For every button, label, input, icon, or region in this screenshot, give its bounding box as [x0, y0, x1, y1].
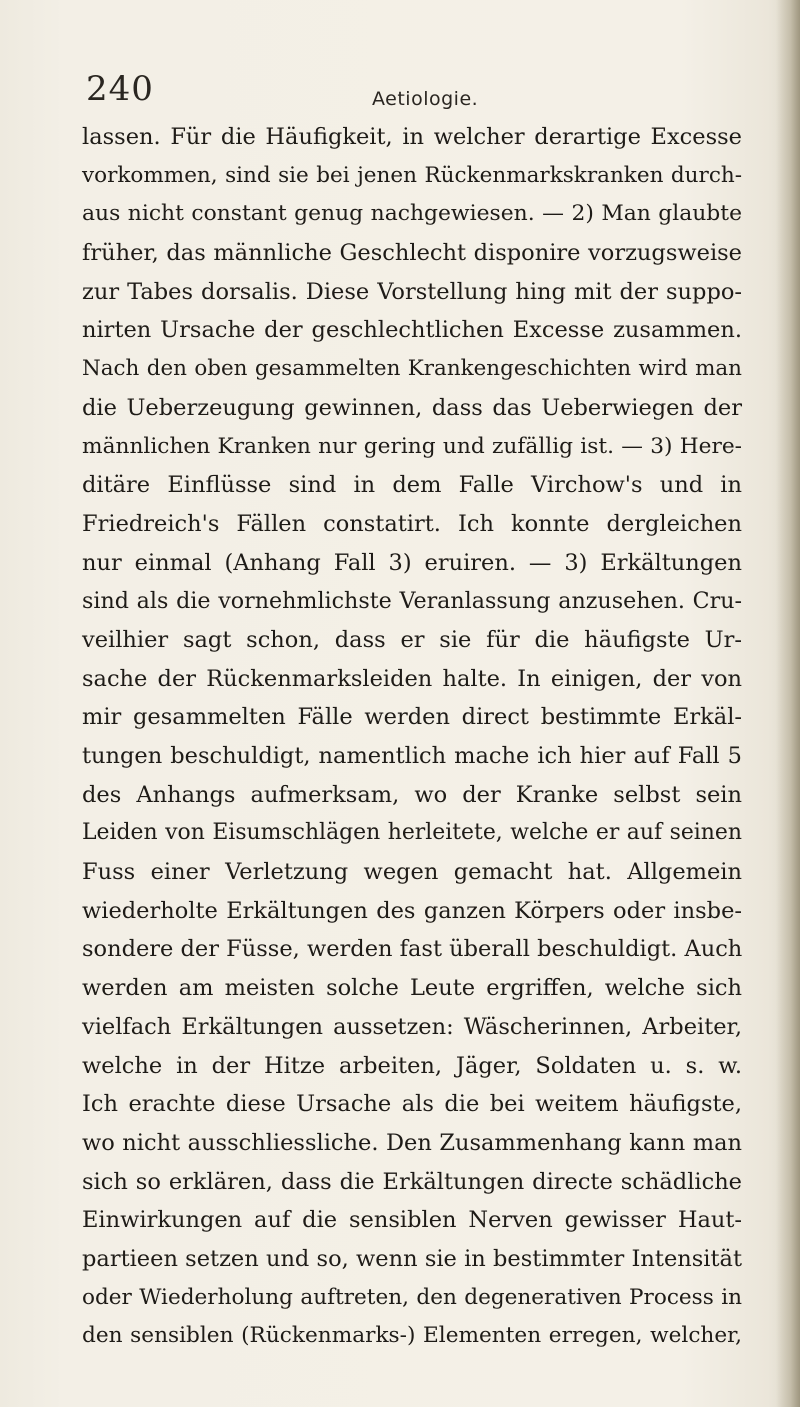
text-line: wiederholte Erkältungen des ganzen Körpers oder insbe-: [82, 897, 742, 924]
body-text: [82, 118, 742, 1356]
text-line: sache der Rückenmarksleiden halte. In einigen, der von: [82, 665, 742, 692]
text-line: sind als die vornehmlichste Veranlassung anzusehen. Cru-: [82, 588, 742, 615]
text-line: veilhier sagt schon, dass er sie für die häufigste Ur-: [82, 626, 742, 653]
text-line: den sensiblen (Rückenmarks-) Elementen erregen, welcher,: [82, 1323, 742, 1349]
text-line: nirten Ursache der geschlechtlichen Excesse zusammen.: [82, 317, 742, 344]
page-edge-shadow: [776, 0, 800, 1407]
text-line: sondere der Füsse, werden fast überall beschuldigt. Auch: [82, 936, 743, 963]
text-line: tungen beschuldigt, namentlich mache ich hier auf Fall 5: [82, 743, 742, 769]
text-line: lassen. Für die Häufigkeit, in welcher derartige Excesse: [82, 124, 742, 150]
text-line: wo nicht ausschliessliche. Den Zusammenhang kann man: [82, 1129, 742, 1156]
text-line: ditäre Einflüsse sind in dem Falle Virchow's und in: [82, 472, 742, 499]
page-number: 240: [86, 69, 154, 109]
text-line: mir gesammelten Fälle werden direct bestimmte Erkäl-: [82, 704, 742, 731]
text-line: Einwirkungen auf die sensiblen Nerven gewisser Haut-: [82, 1207, 742, 1234]
text-line: vorkommen, sind sie bei jenen Rückenmarkskranken durch-: [82, 162, 742, 188]
text-line: früher, das männliche Geschlecht disponire vorzugsweise: [82, 240, 742, 267]
text-line: die Ueberzeugung gewinnen, dass das Ueberwiegen der: [82, 394, 742, 421]
text-line: nur einmal (Anhang Fall 3) eruiren. — 3) Erkältungen: [82, 549, 742, 576]
text-line: männlichen Kranken nur gering und zufällig ist. — 3) Here-: [82, 433, 742, 459]
text-line: Fuss einer Verletzung wegen gemacht hat. Allgemein: [82, 859, 742, 886]
running-head: Aetiologie.: [372, 88, 479, 110]
text-line: vielfach Erkältungen aussetzen: Wäscherinnen, Arbeiter,: [82, 1013, 742, 1040]
text-line: Ich erachte diese Ursache als die bei weitem häufigste,: [82, 1091, 742, 1118]
text-line: Nach den oben gesammelten Krankengeschichten wird man: [82, 356, 742, 382]
text-line: werden am meisten solche Leute ergriffen, welche sich: [82, 975, 742, 1002]
text-line: oder Wiederholung auftreten, den degenerativen Process in: [82, 1284, 742, 1310]
text-line: des Anhangs aufmerksam, wo der Kranke selbst sein: [82, 781, 742, 808]
text-line: Leiden von Eisumschlägen herleitete, welche er auf seinen: [82, 820, 742, 846]
text-line: Friedreich's Fällen constatirt. Ich konnte dergleichen: [82, 510, 742, 537]
text-line: sich so erklären, dass die Erkältungen directe schädliche: [82, 1168, 742, 1195]
text-line: partieen setzen und so, wenn sie in bestimmter Intensität: [82, 1245, 742, 1272]
text-line: zur Tabes dorsalis. Diese Vorstellung hing mit der suppo-: [82, 278, 742, 305]
text-line: aus nicht constant genug nachgewiesen. — 2) Man glaubte: [82, 201, 742, 227]
text-line: welche in der Hitze arbeiten, Jäger, Soldaten u. s. w.: [82, 1052, 742, 1079]
